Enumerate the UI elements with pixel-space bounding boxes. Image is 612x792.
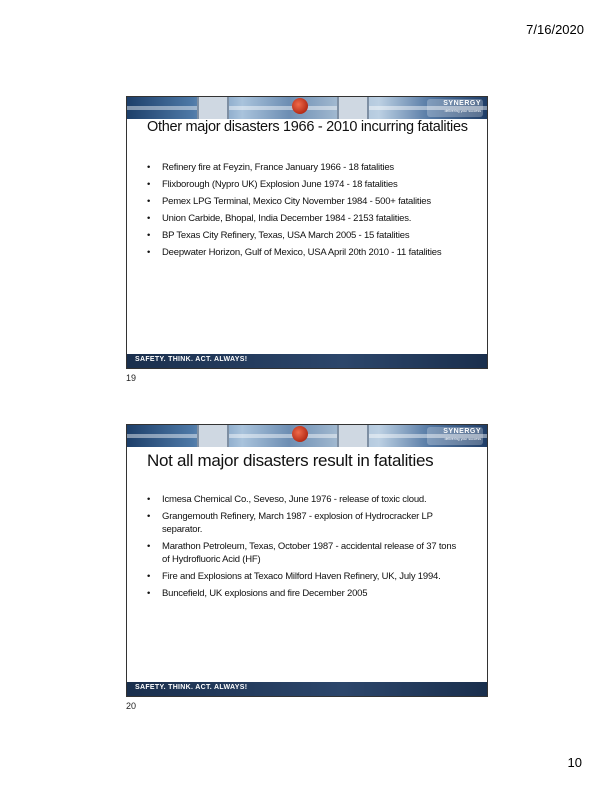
bullet-icon: •	[147, 571, 151, 582]
logo-subtext: delivering your success	[444, 437, 481, 441]
bullet-item: • Icmesa Chemical Co., Seveso, June 1976 - release of toxic cloud.	[147, 494, 427, 505]
slide-header-banner	[127, 425, 487, 447]
logo-subtext: delivering your success	[444, 109, 481, 113]
red-valve-icon	[292, 98, 308, 114]
bullet-icon: •	[147, 494, 151, 505]
slide-title: Not all major disasters result in fatalities	[147, 451, 434, 470]
bullet-icon: •	[147, 247, 151, 258]
bullet-icon: •	[147, 196, 151, 207]
bullet-item: • Grangemouth Refinery, March 1987 - explosion of Hydrocracker LP separator.	[147, 511, 433, 535]
logo-text: SYNERGY	[443, 428, 481, 435]
slide-20	[126, 424, 488, 697]
page-number: 10	[567, 755, 582, 770]
slide-title: Other major disasters 1966 - 2010 incurring fatalities	[147, 119, 468, 135]
bullet-item: • Union Carbide, Bhopal, India December 1984 - 2153 fatalities.	[147, 213, 412, 224]
red-valve-icon	[292, 426, 308, 442]
slide-header-banner	[127, 97, 487, 119]
slide-19	[126, 96, 488, 369]
bullet-icon: •	[147, 230, 151, 241]
bullet-item: • Refinery fire at Feyzin, France January 1966 - 18 fatalities	[147, 162, 394, 173]
pipe-graphic	[197, 97, 229, 119]
bullet-icon: •	[147, 541, 151, 552]
bullet-item: • Pemex LPG Terminal, Mexico City November 1984 - 500+ fatalities	[147, 196, 431, 207]
bullet-icon: •	[147, 213, 151, 224]
bullet-item: • Flixborough (Nypro UK) Explosion June 1974 - 18 fatalities	[147, 179, 398, 190]
bullet-item: • BP Texas City Refinery, Texas, USA March 2005 - 15 fatalities	[147, 230, 410, 241]
bullet-item: • Deepwater Horizon, Gulf of Mexico, USA April 20th 2010 - 11 fatalities	[147, 247, 442, 258]
slide-number: 20	[126, 701, 137, 711]
bullet-icon: •	[147, 179, 151, 190]
slide-footer-bar	[127, 682, 487, 696]
bullet-item: • Buncefield, UK explosions and fire December 2005	[147, 588, 368, 599]
bullet-item: • Marathon Petroleum, Texas, October 1987 - accidental release of 37 tons of Hydrofluoric Acid (HF)	[147, 541, 457, 565]
bullet-list	[147, 493, 465, 604]
bullet-icon: •	[147, 162, 151, 173]
slide-number: 19	[126, 373, 137, 383]
pipe-graphic	[337, 425, 369, 447]
pipe-graphic	[197, 425, 229, 447]
bullet-list	[147, 161, 465, 263]
bullet-icon: •	[147, 588, 151, 599]
footer-slogan: SAFETY. THINK. ACT. ALWAYS!	[135, 684, 248, 691]
footer-slogan: SAFETY. THINK. ACT. ALWAYS!	[135, 356, 248, 363]
page-date: 7/16/2020	[526, 22, 584, 37]
pipe-graphic	[337, 97, 369, 119]
bullet-icon: •	[147, 511, 151, 522]
logo-text: SYNERGY	[443, 100, 481, 107]
bullet-item: • Fire and Explosions at Texaco Milford Haven Refinery, UK, July 1994.	[147, 571, 441, 582]
slide-footer-bar	[127, 354, 487, 368]
